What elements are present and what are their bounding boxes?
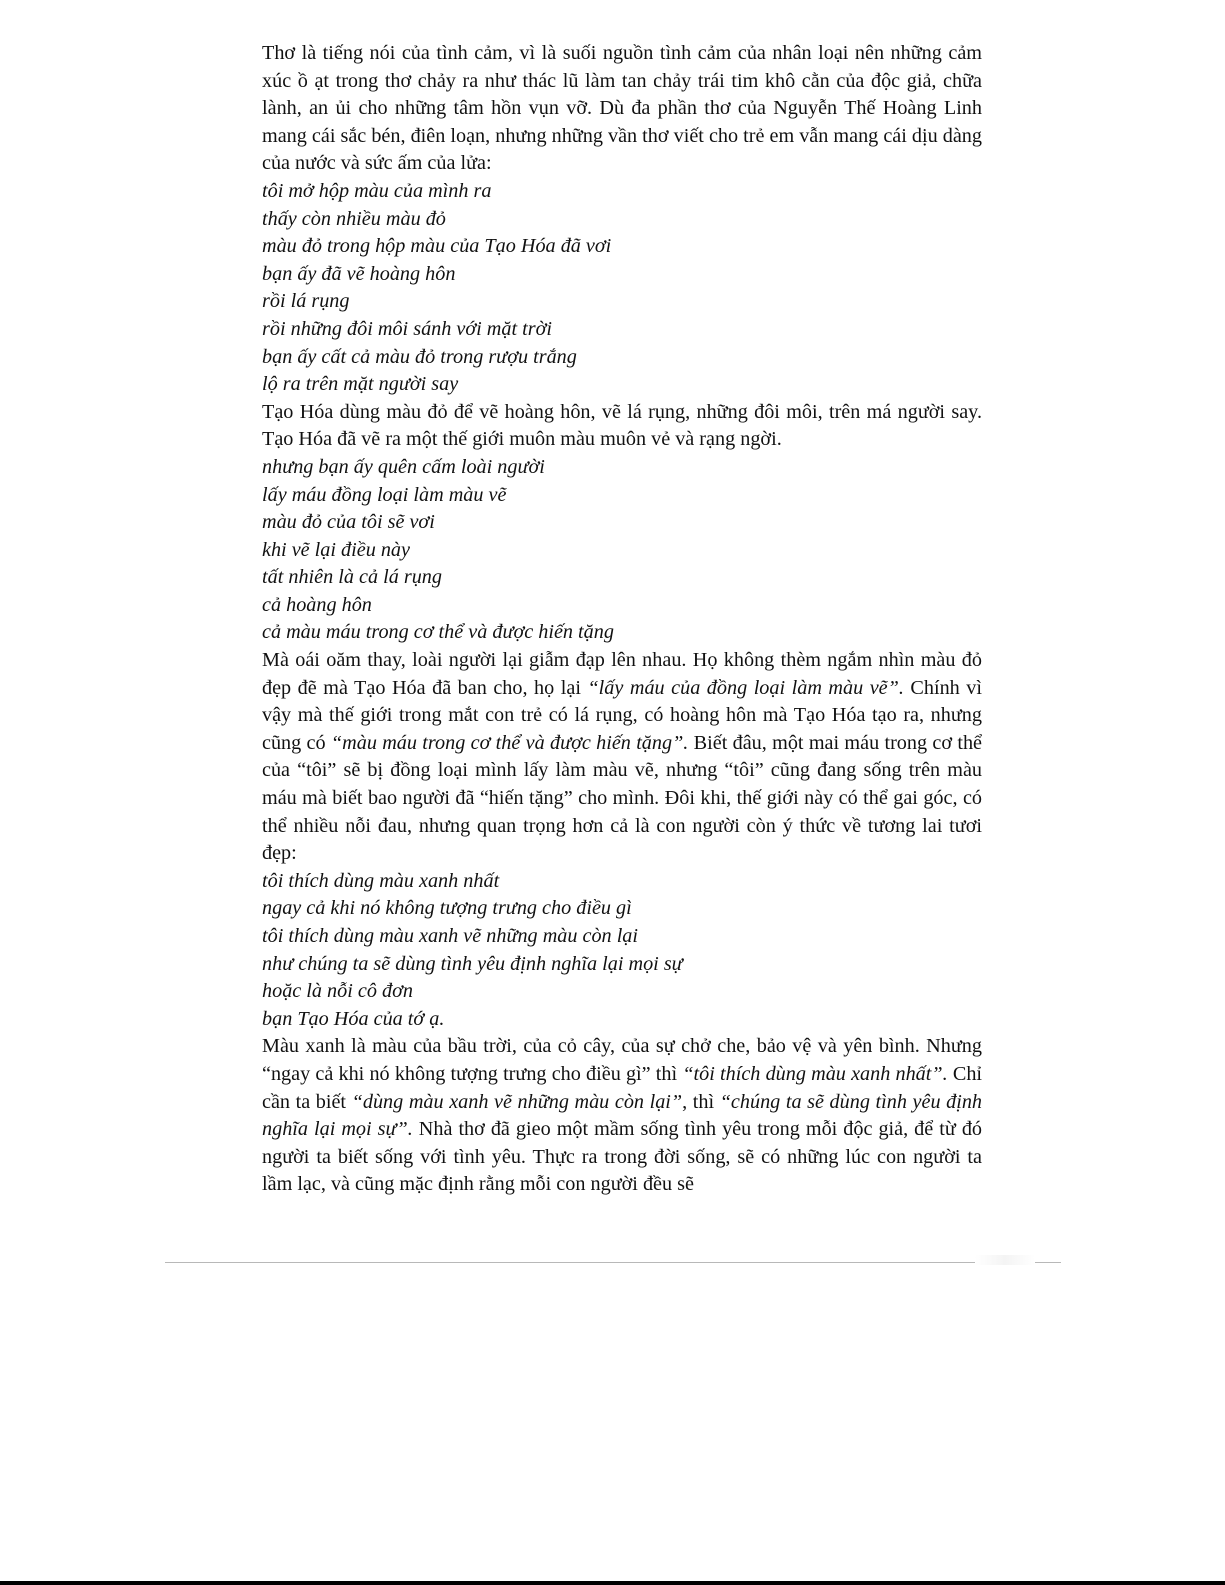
verse-line: cả hoàng hôn [262,593,372,616]
text-run: Chỉ cần ta biết [262,1062,983,1113]
verse-block-blood [262,454,982,647]
inline-quote: “dùng màu xanh vẽ những màu còn lại” [351,1090,683,1113]
inline-quote: “tôi thích dùng màu xanh nhất”. [682,1062,948,1085]
verse-block-red [262,178,982,399]
verse-line: rồi những đôi môi sánh với mặt trời [262,317,552,340]
text-run: Chính vì vậy mà thế giới trong mắt con trẻ có lá rụng, có hoàng hôn mà Tạo Hóa tạo ra, nhưng cũng có [262,676,982,754]
verse-line: bạn ấy cất cả màu đỏ trong rượu trắng [262,345,577,368]
text-run: Mà oái oăm thay, loài người lại giẫm đạp lên nhau. Họ không thèm ngắm nhìn màu đỏ đẹp đẽ mà Tạo Hóa đã ban cho, họ lại [262,649,982,699]
paragraph-humanity [262,647,982,868]
verse-line: tôi thích dùng màu xanh nhất [262,869,500,892]
footer-divider [165,1262,1061,1263]
document-body [262,40,982,1199]
inline-quote: “lấy máu của đồng loại làm màu vẽ”. [587,676,904,699]
verse-line: lộ ra trên mặt người say [262,373,459,396]
verse-line: ngay cả khi nó không tượng trưng cho điều gì [262,897,632,920]
verse-line: thấy còn nhiều màu đỏ [262,207,446,230]
verse-line: cả màu máu trong cơ thể và được hiến tặng [262,621,614,644]
verse-line: hoặc là nỗi cô đơn [262,980,413,1003]
verse-block-blue [262,868,982,1034]
inline-quote: “màu máu trong cơ thể và được hiến tặng”. [330,731,689,754]
verse-line: màu đỏ trong hộp màu của Tạo Hóa đã vơi [262,235,612,258]
verse-line: nhưng bạn ấy quên cấm loài người [262,455,545,478]
text-run: Biết đâu, một mai máu trong cơ thể của “tôi” sẽ bị đồng loại mình lấy làm màu vẽ, nhưng “tôi” cũng đang sống trên màu máu mà biết bao người đã “hiến tặng” cho mình. Đôi khi, thế giới này có thể gai góc, có thể nhiều nỗi đau, nhưng quan trọng hơn cả là con người còn ý thức về tương lai tươi đẹp: [262,731,983,865]
text-run: Màu xanh là màu của bầu trời, của cỏ cây, của sự chở che, bảo vệ và yên bình. Nhưng “ngay cả khi nó không tượng trưng cho điều gì” thì [262,1035,982,1085]
inline-quote: “chúng ta sẽ dùng tình yêu định nghĩa lại mọi sự”. [262,1090,983,1141]
verse-line: tôi thích dùng màu xanh vẽ những màu còn lại [262,925,639,947]
verse-line: rồi lá rụng [262,290,350,313]
paragraph-blue [262,1033,982,1199]
verse-line: tôi mở hộp màu của mình ra [262,179,492,202]
verse-line: bạn Tạo Hóa của tớ ạ. [262,1007,445,1030]
page-bottom-edge [0,1581,1225,1585]
verse-line: như chúng ta sẽ dùng tình yêu định nghĩa lại mọi sự [262,952,683,975]
text-run: , thì [682,1090,720,1113]
verse-line: màu đỏ của tôi sẽ vơi [262,511,435,534]
verse-line: tất nhiên là cả lá rụng [262,566,442,589]
text-run: Nhà thơ đã gieo một mầm sống tình yêu trong mỗi độc giả, để từ đó người ta biết sống với tình yêu. Thực ra trong đời sống, sẽ có những lúc con người ta lầm lạc, và cũng mặc định rằng mỗi con người đều sẽ [262,1118,983,1196]
paragraph-creator: Tạo Hóa dùng màu đỏ để vẽ hoàng hôn, vẽ lá rụng, những đôi môi, trên má người say. Tạo Hóa đã vẽ ra một thế giới muôn màu muôn vẻ và rạng ngời. [262,400,982,451]
footer-watermark [975,1255,1035,1265]
paragraph-intro: Thơ là tiếng nói của tình cảm, vì là suối nguồn tình cảm của nhân loại nên những cảm xúc ồ ạt trong thơ chảy ra như thác lũ làm tan chảy trái tim khô cằn của độc giả, chữa lành, an ủi cho những tâm hồn vụn vỡ. Dù đa phần thơ của Nguyễn Thế Hoàng Linh mang cái sắc bén, điên loạn, nhưng những vần thơ viết cho trẻ em vẫn mang cái dịu dàng của nước và sức ấm của lửa: [262,42,982,175]
verse-line: khi vẽ lại điều này [262,538,410,561]
verse-line: bạn ấy đã vẽ hoàng hôn [262,262,456,285]
verse-line: lấy máu đồng loại làm màu vẽ [262,483,507,506]
